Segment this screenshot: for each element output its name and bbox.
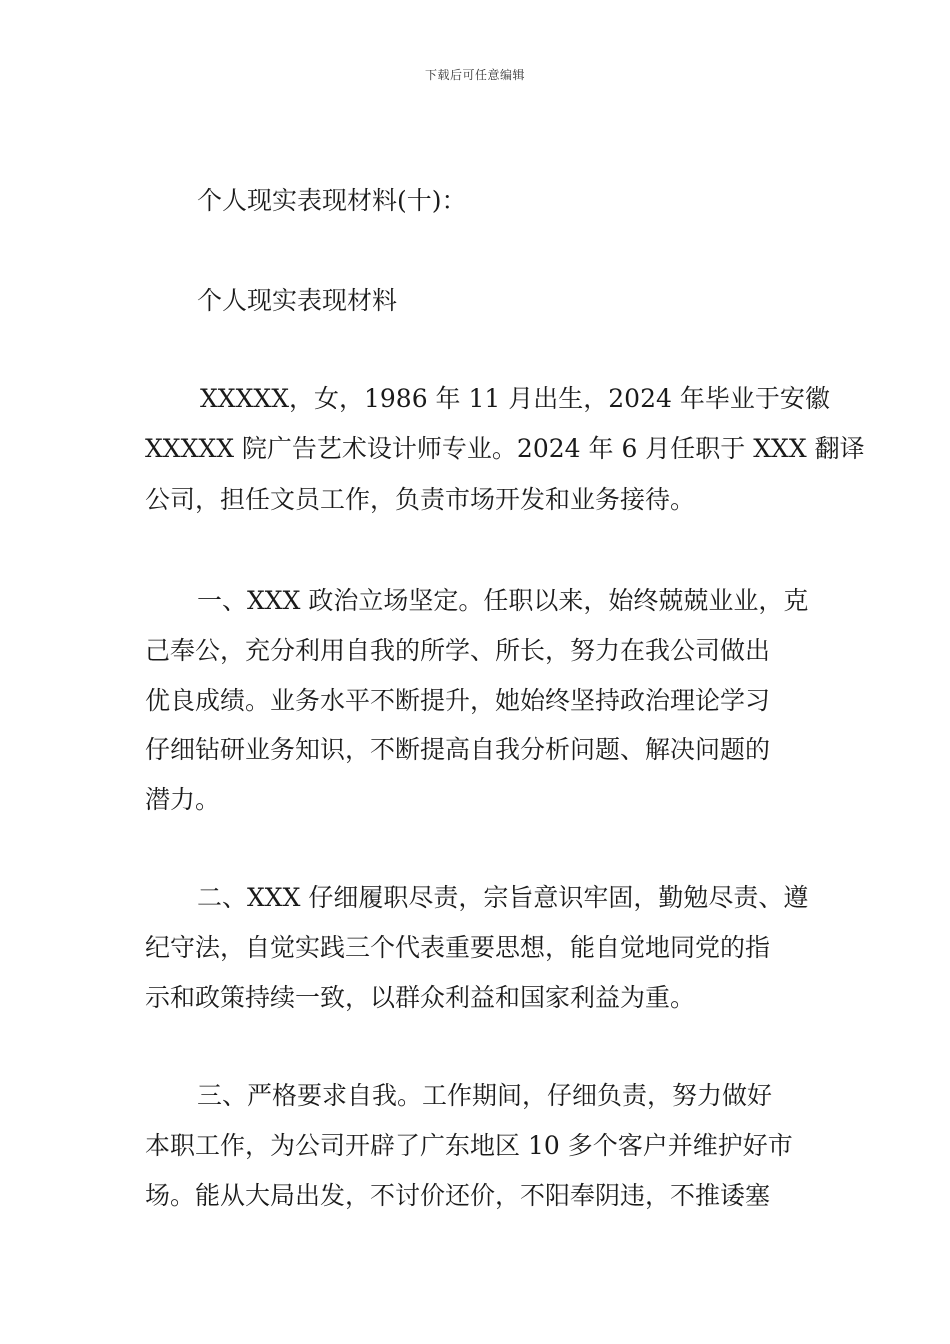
header-note: 下载后可任意编辑 [424,68,525,82]
paragraph-line: 三、严格要求自我。工作期间，仔细负责，努力做好 [197,1081,773,1110]
paragraph-line: 一、XXX 政治立场坚定。任职以来，始终兢兢业业，克 [197,586,809,615]
document-heading-2: 个人现实表现材料 [197,286,398,315]
paragraph-line: 示和政策持续一致，以群众利益和国家利益为重。 [145,983,696,1012]
paragraph-line: 己奉公，充分利用自我的所学、所长，努力在我公司做出 [145,636,771,665]
paragraph-line: 优良成绩。业务水平不断提升，她始终坚持政治理论学习 [145,686,771,715]
document-heading-1: 个人现实表现材料(十)： [197,186,467,215]
paragraph-line: 场。能从大局出发，不讨价还价，不阳奉阴违，不推诿塞 [145,1181,771,1210]
paragraph-line: XXXXX 院广告艺术设计师专业。2024 年 6 月任职于 XXX 翻译 [145,434,865,463]
paragraph-line: 纪守法，自觉实践三个代表重要思想，能自觉地同党的指 [145,933,771,962]
paragraph-line: 仔细钻研业务知识，不断提高自我分析问题、解决问题的 [145,735,771,764]
paragraph-line: 本职工作，为公司开辟了广东地区 10 多个客户并维护好市 [145,1131,793,1160]
paragraph-line: XXXXX，女，1986 年 11 月出生，2024 年毕业于安徽 [200,384,830,413]
paragraph-line: 潜力。 [145,785,221,814]
paragraph-line: 公司，担任文员工作，负责市场开发和业务接待。 [145,485,696,514]
paragraph-line: 二、XXX 仔细履职尽责，宗旨意识牢固，勤勉尽责、遵 [197,883,809,912]
